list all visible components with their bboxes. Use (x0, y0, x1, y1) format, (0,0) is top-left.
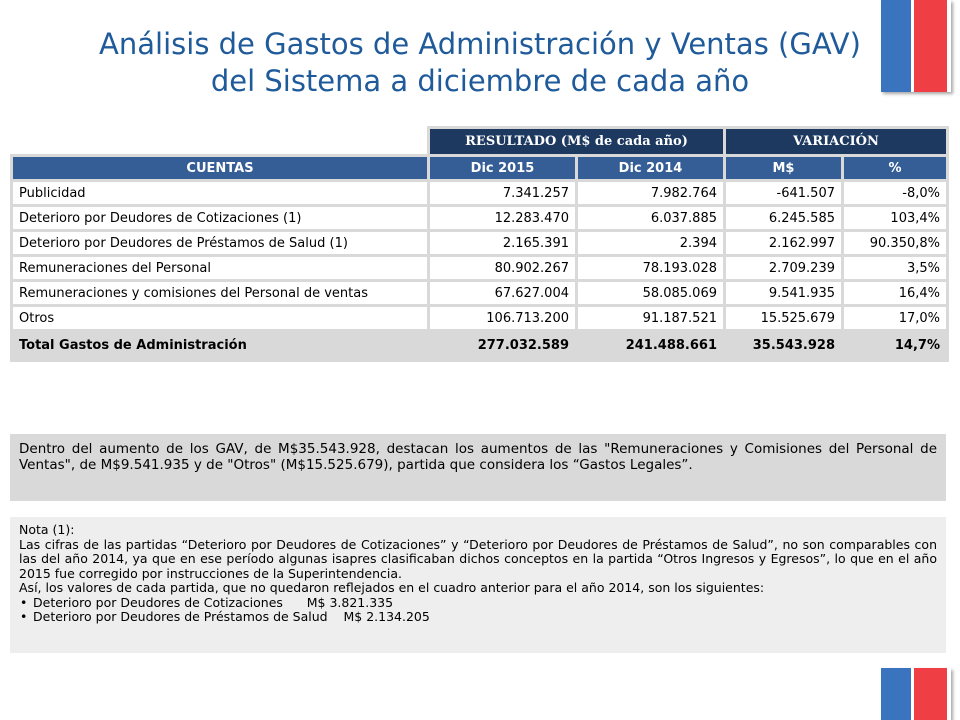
flag-logo-bottom (881, 668, 951, 720)
cell-dic-2014: 58.085.069 (577, 281, 725, 306)
row-label: Publicidad (12, 181, 429, 206)
cell-var-mm: 9.541.935 (725, 281, 843, 306)
bullet-icon: • (20, 594, 28, 610)
cell-var-pct: 103,4% (843, 206, 948, 231)
cell-dic-2014: 6.037.885 (577, 206, 725, 231)
cell-dic-2015: 106.713.200 (429, 306, 577, 331)
list-item (20, 609, 937, 625)
row-label: Remuneraciones y comisiones del Personal de ventas (12, 281, 429, 306)
list-item (20, 594, 937, 611)
total-label: Total Gastos de Administración (12, 331, 429, 361)
table-row (12, 231, 948, 256)
list-item-text: Deterioro por Deudores de Cotizaciones M$ 3.821.335 (33, 594, 394, 610)
table-row (12, 281, 948, 306)
title-line-2: del Sistema a diciembre de cada año (210, 64, 750, 98)
row-label: Otros (12, 306, 429, 331)
total-dic-2014: 241.488.661 (577, 331, 725, 361)
cell-var-mm: -641.507 (725, 181, 843, 206)
cell-dic-2014: 91.187.521 (577, 306, 725, 331)
col-header-variacion-pct: % (843, 156, 948, 181)
gav-table (10, 126, 949, 362)
table-row (12, 306, 948, 331)
cell-var-pct: 16,4% (843, 281, 948, 306)
cell-dic-2015: 2.165.391 (429, 231, 577, 256)
note-list (19, 596, 937, 625)
total-var-pct: 14,7% (843, 331, 948, 361)
resultado-header: RESULTADO (M$ de cada año) (429, 128, 725, 156)
col-header-dic-2014: Dic 2014 (577, 156, 725, 181)
cell-var-mm: 2.709.239 (725, 256, 843, 281)
total-row (12, 331, 948, 361)
note-paragraph-1: Las cifras de las partidas “Deterioro por Deudores de Cotizaciones” y “Deterioro por Deudores de Préstamos de Salud”, no son comparables con las del año 2014, ya que en ese período algunas isapres clasificaban dichos conceptos en la partida “Otros Ingresos y Egresos”, lo que en el año 2015 fue corregido por instrucciones de la Superintendencia. (19, 536, 937, 581)
summary-text: Dentro del aumento de los GAV, de M$35.543.928, destacan los aumentos de las "Remuneraciones y Comisiones del Personal de Ventas", de M$9.541.935 y de "Otros" (M$15.525.679), partida que considera los “Gastos Legales”. (19, 441, 937, 473)
cell-var-pct: -8,0% (843, 181, 948, 206)
row-label: Deterioro por Deudores de Préstamos de Salud (1) (12, 231, 429, 256)
total-var-mm: 35.543.928 (725, 331, 843, 361)
flag-logo-top (881, 0, 951, 92)
col-header-dic-2015: Dic 2015 (429, 156, 577, 181)
title-line-1: Análisis de Gastos de Administración y Ventas (GAV) (99, 27, 861, 61)
group-header-row (12, 128, 948, 156)
cell-dic-2014: 7.982.764 (577, 181, 725, 206)
bullet-icon: • (20, 609, 28, 624)
cell-dic-2014: 2.394 (577, 231, 725, 256)
cell-var-mm: 6.245.585 (725, 206, 843, 231)
summary-box (10, 434, 946, 501)
note-heading: Nota (1): (19, 522, 75, 537)
col-header-cuentas: CUENTAS (12, 156, 429, 181)
row-label: Remuneraciones del Personal (12, 256, 429, 281)
note-box (10, 517, 946, 653)
col-header-variacion-mm: M$ (725, 156, 843, 181)
cell-var-mm: 2.162.997 (725, 231, 843, 256)
cell-var-pct: 17,0% (843, 306, 948, 331)
cell-dic-2015: 80.902.267 (429, 256, 577, 281)
cell-var-mm: 15.525.679 (725, 306, 843, 331)
table-row (12, 206, 948, 231)
cell-dic-2015: 67.627.004 (429, 281, 577, 306)
cell-var-pct: 3,5% (843, 256, 948, 281)
variacion-header: VARIACIÓN (725, 128, 948, 156)
row-label: Deterioro por Deudores de Cotizaciones (1) (12, 206, 429, 231)
table-row (12, 181, 948, 206)
cell-dic-2015: 12.283.470 (429, 206, 577, 231)
total-dic-2015: 277.032.589 (429, 331, 577, 361)
table-row (12, 256, 948, 281)
page-title (0, 26, 960, 100)
note-paragraph-2: Así, los valores de cada partida, que no quedaron reflejados en el cuadro anterior para el año 2014, son los siguientes: (19, 580, 765, 595)
cell-var-pct: 90.350,8% (843, 231, 948, 256)
blank-header (12, 128, 429, 156)
cell-dic-2015: 7.341.257 (429, 181, 577, 206)
cell-dic-2014: 78.193.028 (577, 256, 725, 281)
list-item-text: Deterioro por Deudores de Préstamos de Salud M$ 2.134.205 (33, 609, 430, 624)
column-header-row (12, 156, 948, 181)
